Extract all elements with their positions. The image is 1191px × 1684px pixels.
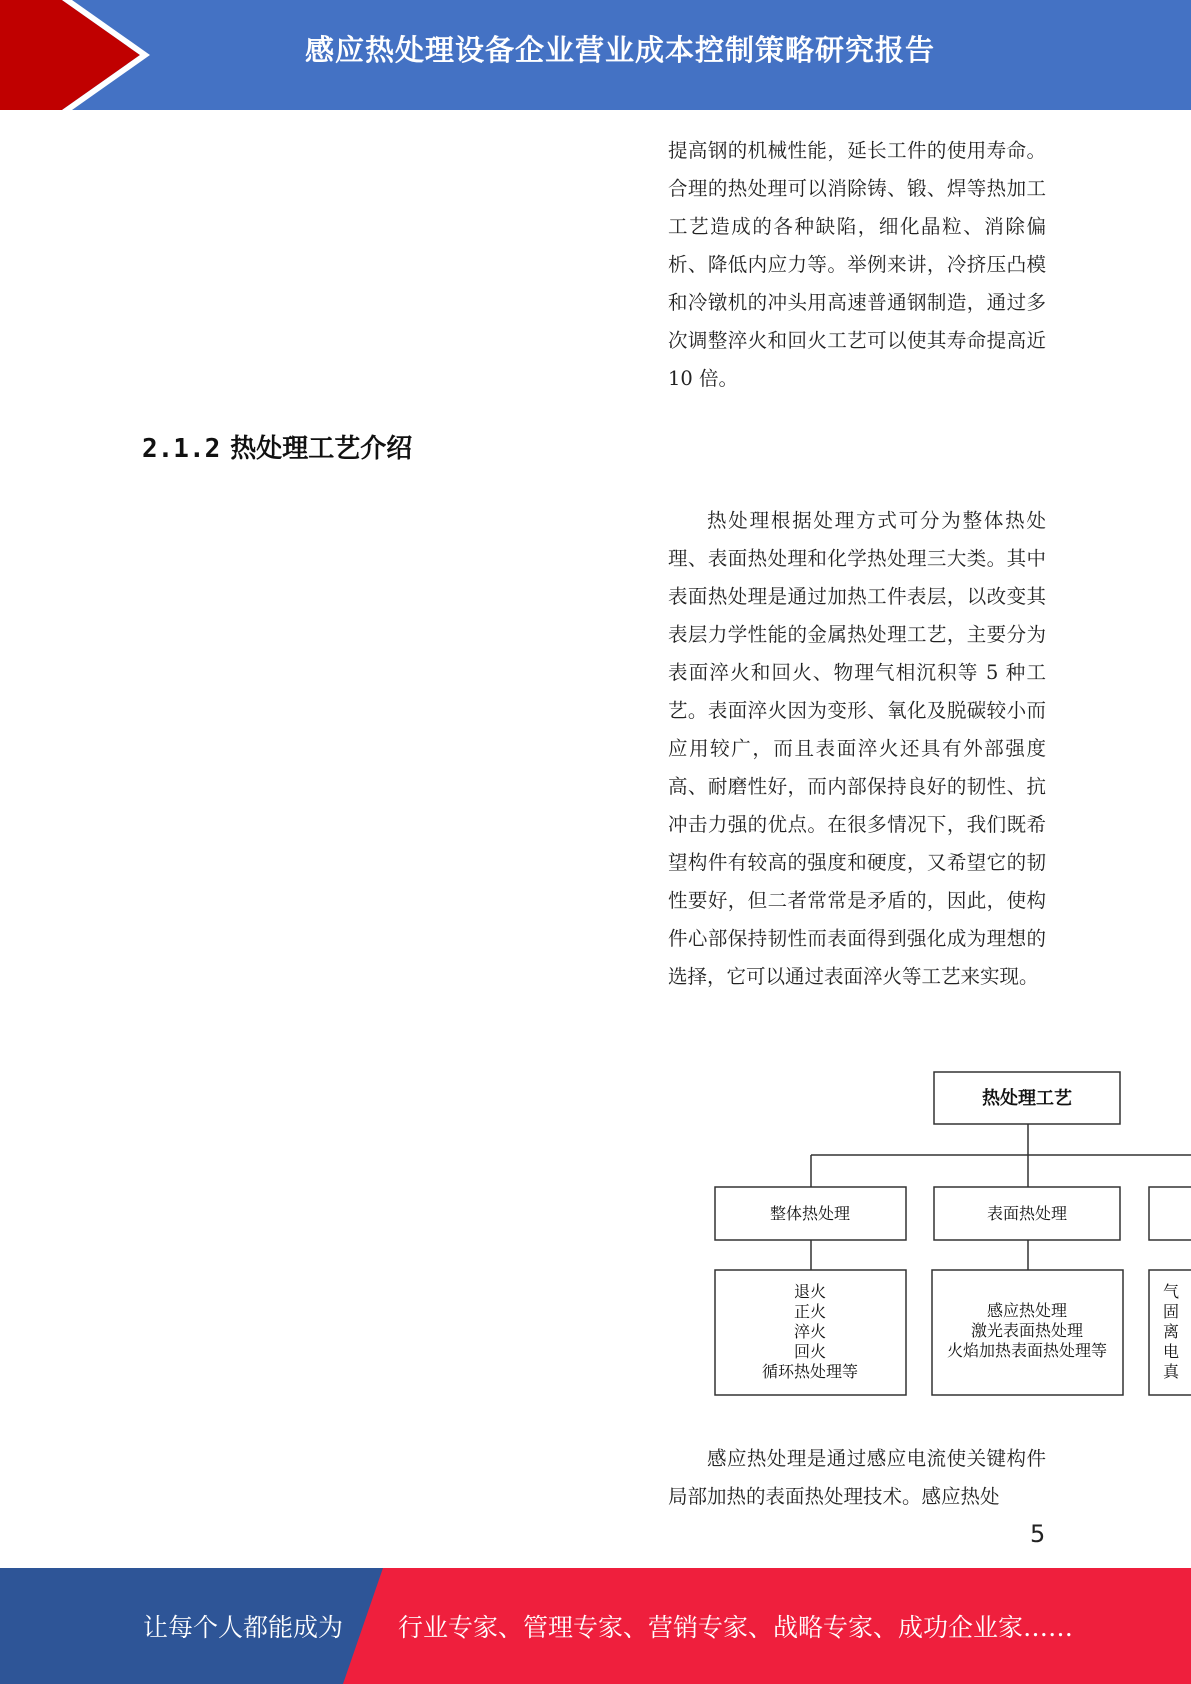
diagram-leaf-surface-0: 感应热处理 — [986, 1301, 1068, 1320]
footer-band — [0, 1568, 1191, 1684]
diagram-leaf-whole-3: 回火 — [793, 1342, 827, 1361]
diagram-leaf-whole-4: 循环热处理等 — [761, 1362, 859, 1381]
diagram-leaf-surface-2: 火焰加热表面热处理等 — [946, 1341, 1108, 1360]
header-chevron-decoration — [0, 0, 160, 110]
footer-slogan-right: 行业专家、管理专家、营销专家、战略专家、成功企业家…… — [398, 1613, 1074, 1642]
diagram-category-whole: 整体热处理 — [769, 1204, 851, 1223]
diagram-leaf-chemical-3: 电 — [1162, 1342, 1180, 1361]
paragraph-induction: 感应热处理是通过感应电流使关键构件局部加热的表面热处理技术。感应热处 — [668, 1447, 1046, 1508]
section-heading — [142, 428, 412, 465]
diagram-leaf-chemical-0: 气 — [1162, 1282, 1180, 1301]
diagram-root-label: 热处理工艺 — [982, 1088, 1072, 1109]
section-number: 2.1.2 — [142, 434, 221, 464]
header-title: 感应热处理设备企业营业成本控制策略研究报告 — [304, 33, 935, 67]
paragraph-induction-block — [668, 1440, 1046, 1516]
footer-slogan-left: 让每个人都能成为 — [143, 1613, 344, 1642]
paragraph-classification: 热处理根据处理方式可分为整体热处理、表面热处理和化学热处理三大类。其中表面热处理是通过加热工件表层，以改变其表层力学性能的金属热处理工艺，主要分为表面淬火和回火、物理气相沉积等 5 种工艺。表面淬火因为变形、氧化及脱碳较小而应用较广，而且表面淬火还具有外部强度高、耐磨性好，而内部保持良好的韧性、抗冲击力强的优点。在很多情况下，我们既希望构件有较高的强度和硬度，又希望它的韧性要好，但二者常常是矛盾的，因此，使构件心部保持韧性而表面得到强化成为理想的选择，它可以通过表面淬火等工艺来实现。 — [668, 509, 1046, 988]
page-number: 5 — [1030, 1520, 1046, 1548]
diagram-leaf-chemical-1: 固 — [1162, 1302, 1180, 1321]
heat-treatment-process-diagram — [700, 1060, 1191, 1410]
diagram-leaf-chemical-4: 真 — [1162, 1362, 1180, 1381]
section-title: 热处理工艺介绍 — [230, 434, 413, 464]
diagram-leaf-whole-1: 正火 — [793, 1302, 827, 1321]
header-band — [0, 0, 1191, 110]
paragraph-intro: 提高钢的机械性能，延长工件的使用寿命。合理的热处理可以消除铸、锻、焊等热加工工艺造成的各种缺陷，细化晶粒、消除偏析、降低内应力等。举例来讲，冷挤压凸模和冷镦机的冲头用高速普通钢制造，通过多次调整淬火和回火工艺可以使其寿命提高近 10 倍。 — [668, 139, 1046, 390]
diagram-leaf-surface-1: 激光表面热处理 — [970, 1321, 1084, 1340]
diagram-leaf-whole-2: 淬火 — [793, 1322, 827, 1341]
diagram-leaf-chemical-2: 离 — [1162, 1322, 1180, 1341]
paragraph-intro-block — [668, 132, 1046, 398]
diagram-category-box-chemical-clipped — [1149, 1187, 1191, 1240]
diagram-leaf-whole-0: 退火 — [793, 1282, 827, 1301]
diagram-category-surface: 表面热处理 — [986, 1204, 1068, 1223]
paragraph-classification-block — [668, 502, 1046, 996]
